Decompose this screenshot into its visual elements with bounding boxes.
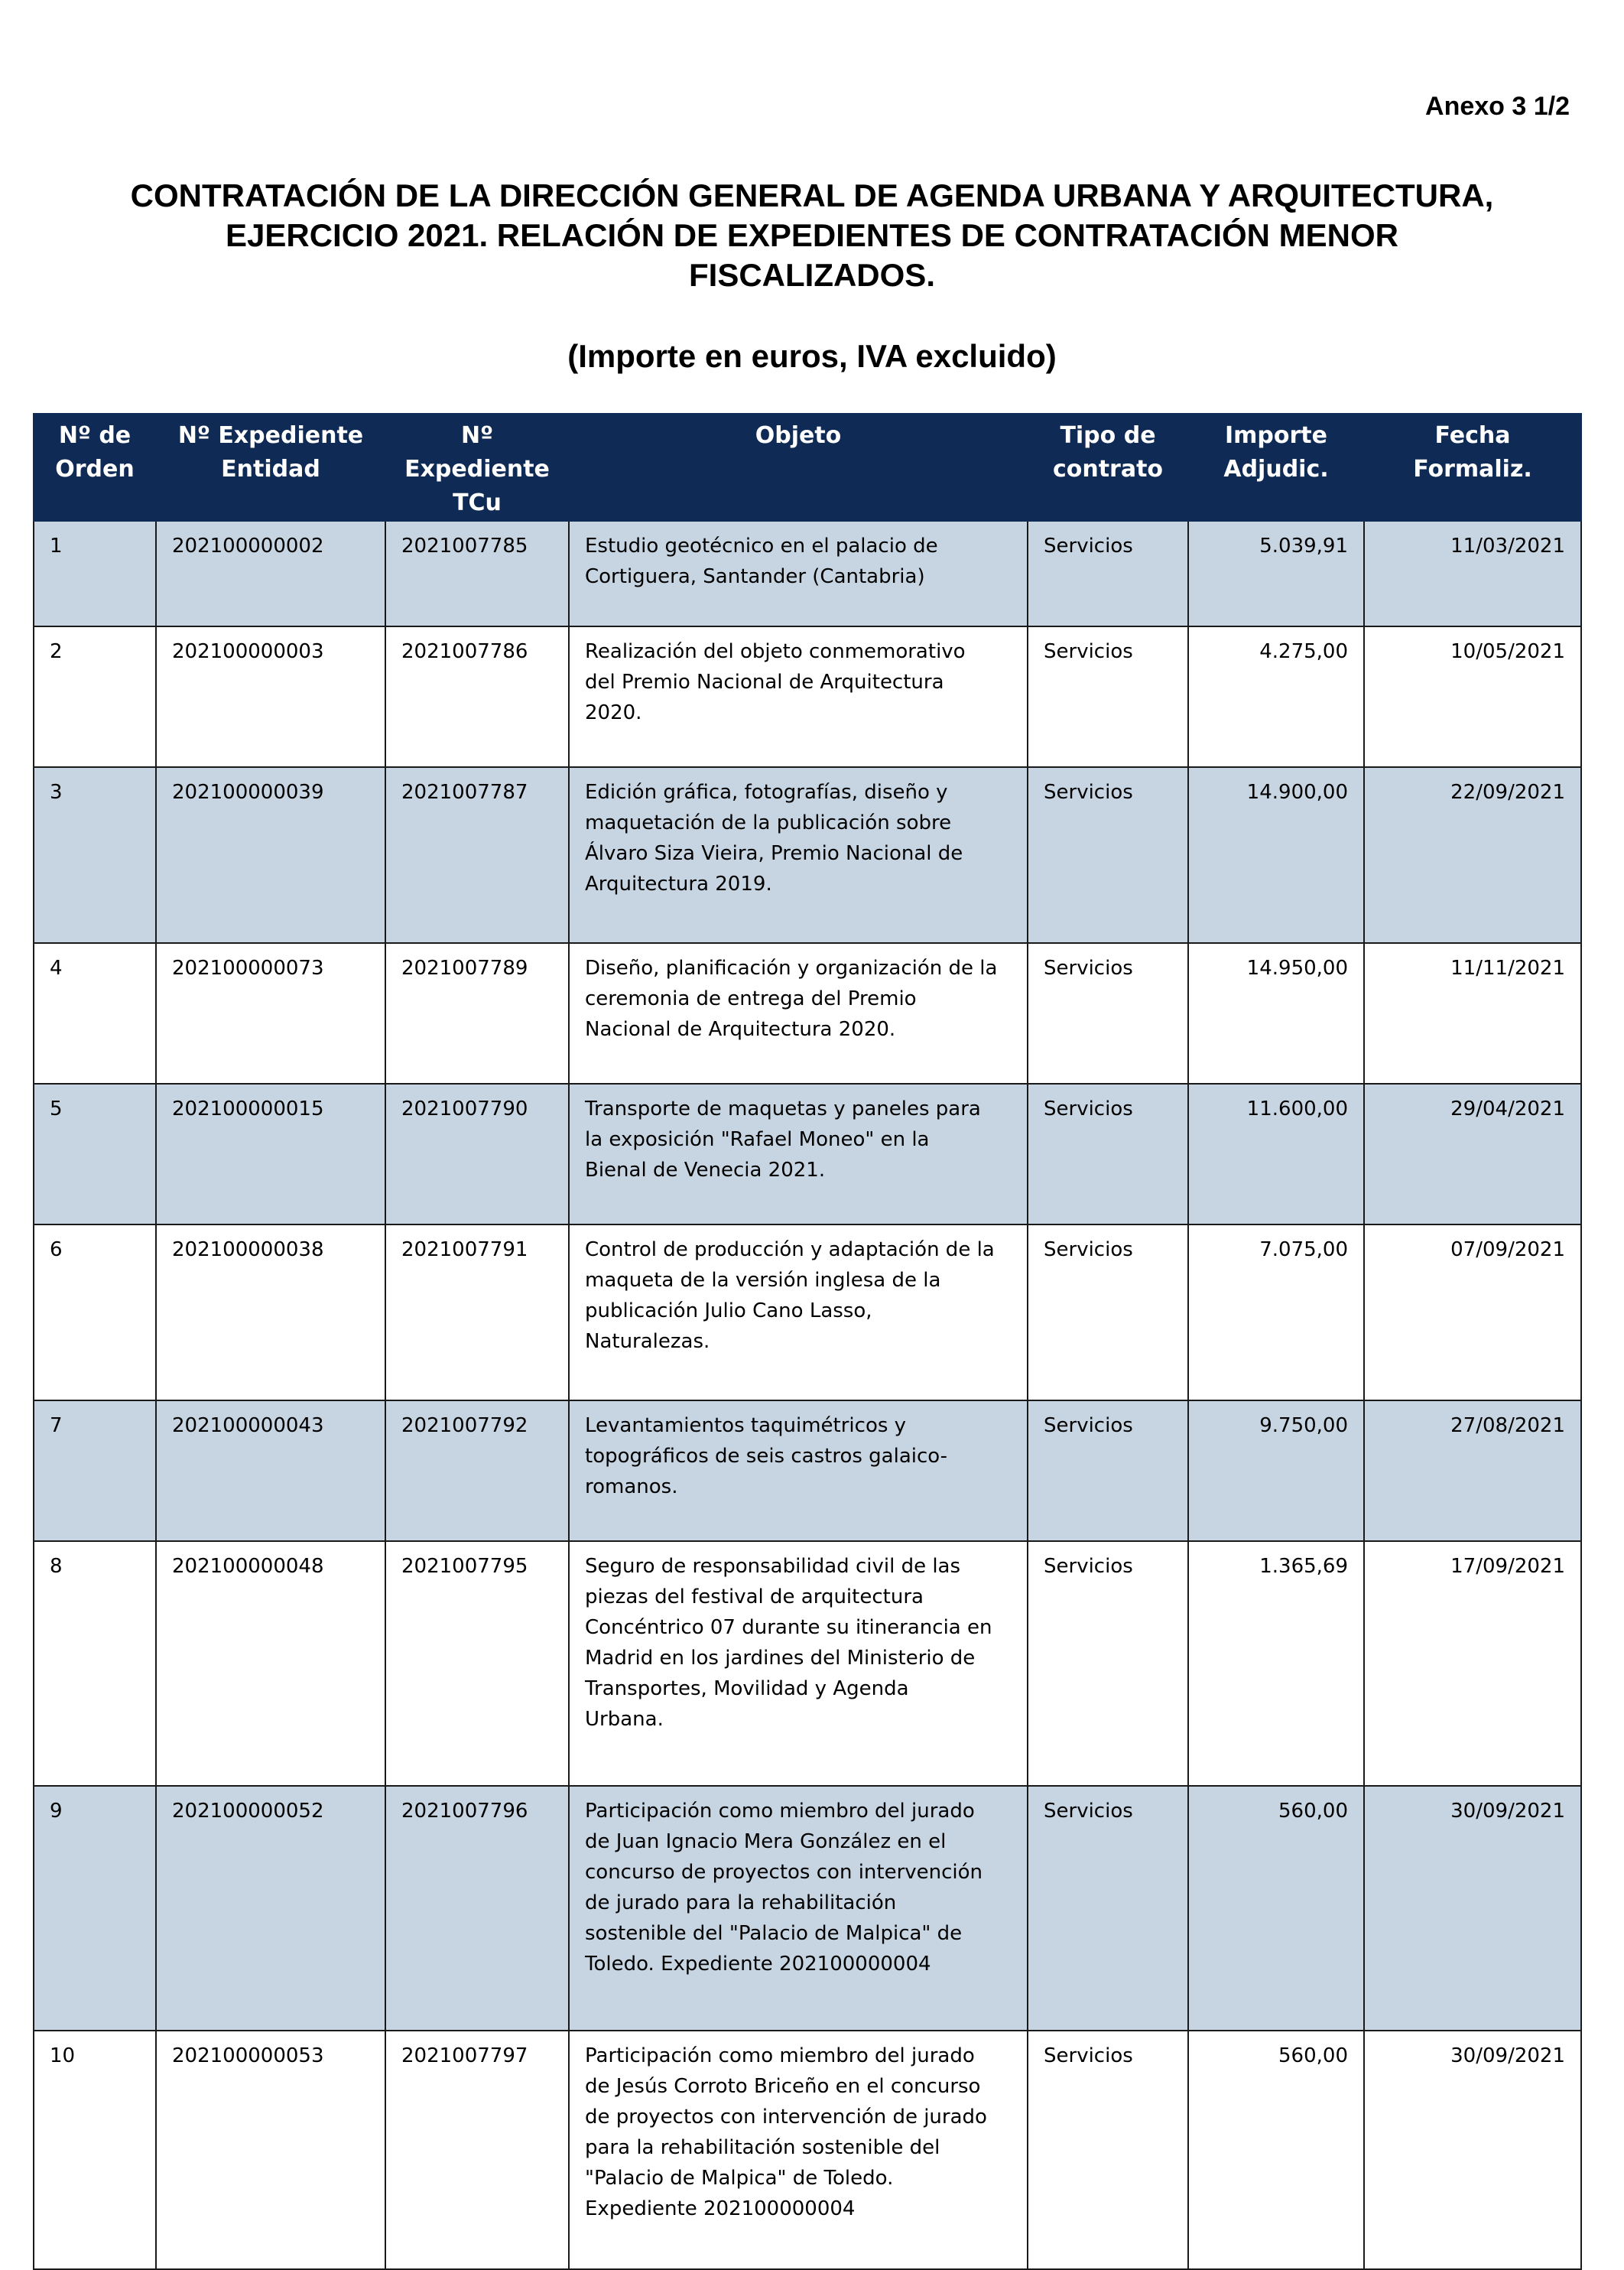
objeto-line: de jurado para la rehabilitación <box>585 1891 897 1914</box>
cell-orden: 8 <box>34 1541 156 1786</box>
cell-objeto <box>569 943 1028 1084</box>
cell-orden: 9 <box>34 1786 156 2031</box>
objeto-line: la exposición "Rafael Moneo" en la <box>585 1128 930 1151</box>
table-row <box>34 1400 1581 1541</box>
cell-objeto <box>569 1224 1028 1400</box>
header-text: Importe <box>1225 422 1327 449</box>
cell-objeto <box>569 1786 1028 2031</box>
cell-tipo: Servicios <box>1028 1084 1188 1224</box>
cell-entidad: 202100000052 <box>156 1786 385 2031</box>
objeto-line: Madrid en los jardines del Ministerio de <box>585 1647 976 1670</box>
cell-entidad: 202100000048 <box>156 1541 385 1786</box>
cell-tcu: 2021007796 <box>385 1786 569 2031</box>
objeto-line: publicación Julio Cano Lasso, <box>585 1299 872 1322</box>
objeto-line: Álvaro Siza Vieira, Premio Nacional de <box>585 842 963 865</box>
cell-tcu: 2021007787 <box>385 767 569 943</box>
cell-objeto <box>569 626 1028 767</box>
objeto-line: maqueta de la versión inglesa de la <box>585 1269 941 1292</box>
cell-importe: 560,00 <box>1188 1786 1364 2031</box>
header-text: Formaliz. <box>1413 456 1532 483</box>
objeto-line: Seguro de responsabilidad civil de las <box>585 1555 961 1578</box>
objeto-line: Levantamientos taquimétricos y <box>585 1414 907 1437</box>
cell-importe: 7.075,00 <box>1188 1224 1364 1400</box>
cell-fecha: 10/05/2021 <box>1364 626 1581 767</box>
cell-objeto <box>569 2031 1028 2269</box>
cell-tcu: 2021007797 <box>385 2031 569 2269</box>
objeto-line: Concéntrico 07 durante su itinerancia en <box>585 1616 992 1639</box>
objeto-line: Diseño, planificación y organización de la <box>585 957 998 980</box>
title-line: FISCALIZADOS. <box>689 257 935 293</box>
cell-tcu: 2021007786 <box>385 626 569 767</box>
cell-orden: 3 <box>34 767 156 943</box>
header-text: Tipo de <box>1060 422 1156 449</box>
annex-label: Anexo 3 1/2 <box>1425 92 1570 121</box>
cell-fecha: 07/09/2021 <box>1364 1224 1581 1400</box>
header-text: Nº de <box>58 422 132 449</box>
cell-entidad: 202100000003 <box>156 626 385 767</box>
cell-tipo: Servicios <box>1028 943 1188 1084</box>
cell-entidad: 202100000043 <box>156 1400 385 1541</box>
table-row <box>34 1084 1581 1224</box>
objeto-line: Transporte de maquetas y paneles para <box>585 1098 981 1120</box>
header-importe <box>1188 414 1364 521</box>
cell-orden: 6 <box>34 1224 156 1400</box>
objeto-line: Urbana. <box>585 1708 664 1731</box>
cell-tcu: 2021007792 <box>385 1400 569 1541</box>
table-row <box>34 2031 1581 2269</box>
table-header-row <box>34 414 1581 521</box>
cell-fecha: 30/09/2021 <box>1364 2031 1581 2269</box>
cell-orden: 2 <box>34 626 156 767</box>
header-text: Fecha <box>1434 422 1511 449</box>
cell-tcu: 2021007789 <box>385 943 569 1084</box>
header-text: Expediente <box>404 456 550 483</box>
contracts-table <box>33 413 1582 2270</box>
cell-fecha: 27/08/2021 <box>1364 1400 1581 1541</box>
cell-objeto <box>569 521 1028 626</box>
header-fecha <box>1364 414 1581 521</box>
header-text: Adjudic. <box>1223 456 1329 483</box>
cell-tipo: Servicios <box>1028 2031 1188 2269</box>
objeto-line: piezas del festival de arquitectura <box>585 1585 924 1608</box>
objeto-line: de Jesús Corroto Briceño en el concurso <box>585 2075 981 2098</box>
cell-entidad: 202100000038 <box>156 1224 385 1400</box>
objeto-line: del Premio Nacional de Arquitectura <box>585 671 944 694</box>
table-row <box>34 767 1581 943</box>
objeto-line: Cortiguera, Santander (Cantabria) <box>585 565 925 588</box>
header-text: Orden <box>55 456 135 483</box>
header-text: Objeto <box>755 422 842 449</box>
cell-entidad: 202100000015 <box>156 1084 385 1224</box>
table-row <box>34 943 1581 1084</box>
cell-importe: 9.750,00 <box>1188 1400 1364 1541</box>
objeto-line: Participación como miembro del jurado <box>585 1800 975 1823</box>
cell-objeto <box>569 767 1028 943</box>
cell-tipo: Servicios <box>1028 521 1188 626</box>
cell-importe: 1.365,69 <box>1188 1541 1364 1786</box>
objeto-line: Nacional de Arquitectura 2020. <box>585 1018 896 1041</box>
cell-fecha: 30/09/2021 <box>1364 1786 1581 2031</box>
header-text: TCu <box>453 489 502 516</box>
objeto-line: Expediente 202100000004 <box>585 2197 856 2220</box>
cell-tcu: 2021007791 <box>385 1224 569 1400</box>
objeto-line: ceremonia de entrega del Premio <box>585 987 917 1010</box>
cell-entidad: 202100000039 <box>156 767 385 943</box>
cell-importe: 14.900,00 <box>1188 767 1364 943</box>
cell-objeto <box>569 1541 1028 1786</box>
objeto-line: Participación como miembro del jurado <box>585 2044 975 2067</box>
objeto-line: Naturalezas. <box>585 1330 710 1353</box>
document-subtitle: (Importe en euros, IVA excluido) <box>567 338 1057 374</box>
cell-tcu: 2021007795 <box>385 1541 569 1786</box>
cell-objeto <box>569 1084 1028 1224</box>
table-row <box>34 1224 1581 1400</box>
header-text: Nº Expediente <box>177 422 364 449</box>
header-tipo <box>1028 414 1188 521</box>
cell-entidad: 202100000053 <box>156 2031 385 2269</box>
objeto-line: concurso de proyectos con intervención <box>585 1861 983 1884</box>
objeto-line: Control de producción y adaptación de la <box>585 1238 995 1261</box>
cell-tipo: Servicios <box>1028 626 1188 767</box>
objeto-line: Transportes, Movilidad y Agenda <box>585 1677 909 1700</box>
objeto-line: sostenible del "Palacio de Malpica" de <box>585 1922 963 1945</box>
objeto-line: Bienal de Venecia 2021. <box>585 1159 826 1182</box>
title-line: CONTRATACIÓN DE LA DIRECCIÓN GENERAL DE AGENDA URBANA Y ARQUITECTURA, <box>130 177 1494 213</box>
objeto-line: Edición gráfica, fotografías, diseño y <box>585 781 948 804</box>
cell-fecha: 29/04/2021 <box>1364 1084 1581 1224</box>
cell-entidad: 202100000002 <box>156 521 385 626</box>
cell-fecha: 11/11/2021 <box>1364 943 1581 1084</box>
header-orden <box>34 414 156 521</box>
cell-tcu: 2021007785 <box>385 521 569 626</box>
cell-tipo: Servicios <box>1028 1400 1188 1541</box>
objeto-line: de proyectos con intervención de jurado <box>585 2106 987 2129</box>
header-entidad <box>156 414 385 521</box>
table-row <box>34 626 1581 767</box>
header-tcu <box>385 414 569 521</box>
table-row <box>34 1786 1581 2031</box>
cell-tipo: Servicios <box>1028 1224 1188 1400</box>
objeto-line: Toledo. Expediente 202100000004 <box>585 1953 931 1976</box>
cell-importe: 11.600,00 <box>1188 1084 1364 1224</box>
cell-orden: 10 <box>34 2031 156 2269</box>
cell-importe: 4.275,00 <box>1188 626 1364 767</box>
cell-orden: 1 <box>34 521 156 626</box>
cell-importe: 14.950,00 <box>1188 943 1364 1084</box>
document-title <box>46 176 1578 295</box>
table-body <box>34 521 1581 2269</box>
objeto-line: Arquitectura 2019. <box>585 873 772 896</box>
cell-orden: 4 <box>34 943 156 1084</box>
cell-tipo: Servicios <box>1028 767 1188 943</box>
cell-importe: 560,00 <box>1188 2031 1364 2269</box>
objeto-line: Realización del objeto conmemorativo <box>585 640 966 663</box>
cell-fecha: 17/09/2021 <box>1364 1541 1581 1786</box>
header-objeto <box>569 414 1028 521</box>
cell-fecha: 11/03/2021 <box>1364 521 1581 626</box>
cell-fecha: 22/09/2021 <box>1364 767 1581 943</box>
table-row <box>34 1541 1581 1786</box>
objeto-line: Estudio geotécnico en el palacio de <box>585 535 938 558</box>
table-row <box>34 521 1581 626</box>
cell-tipo: Servicios <box>1028 1786 1188 2031</box>
header-text: Entidad <box>221 456 320 483</box>
cell-tipo: Servicios <box>1028 1541 1188 1786</box>
objeto-line: de Juan Ignacio Mera González en el <box>585 1830 947 1853</box>
objeto-line: topográficos de seis castros galaico- <box>585 1445 948 1468</box>
cell-orden: 7 <box>34 1400 156 1541</box>
cell-orden: 5 <box>34 1084 156 1224</box>
title-line: EJERCICIO 2021. RELACIÓN DE EXPEDIENTES DE CONTRATACIÓN MENOR <box>225 217 1398 253</box>
objeto-line: maquetación de la publicación sobre <box>585 811 952 834</box>
header-text: Nº <box>460 422 494 449</box>
objeto-line: romanos. <box>585 1475 678 1498</box>
cell-importe: 5.039,91 <box>1188 521 1364 626</box>
objeto-line: para la rehabilitación sostenible del <box>585 2136 940 2159</box>
objeto-line: "Palacio de Malpica" de Toledo. <box>585 2167 894 2190</box>
cell-entidad: 202100000073 <box>156 943 385 1084</box>
cell-tcu: 2021007790 <box>385 1084 569 1224</box>
objeto-line: 2020. <box>585 701 642 724</box>
cell-objeto <box>569 1400 1028 1541</box>
header-text: contrato <box>1052 456 1164 483</box>
